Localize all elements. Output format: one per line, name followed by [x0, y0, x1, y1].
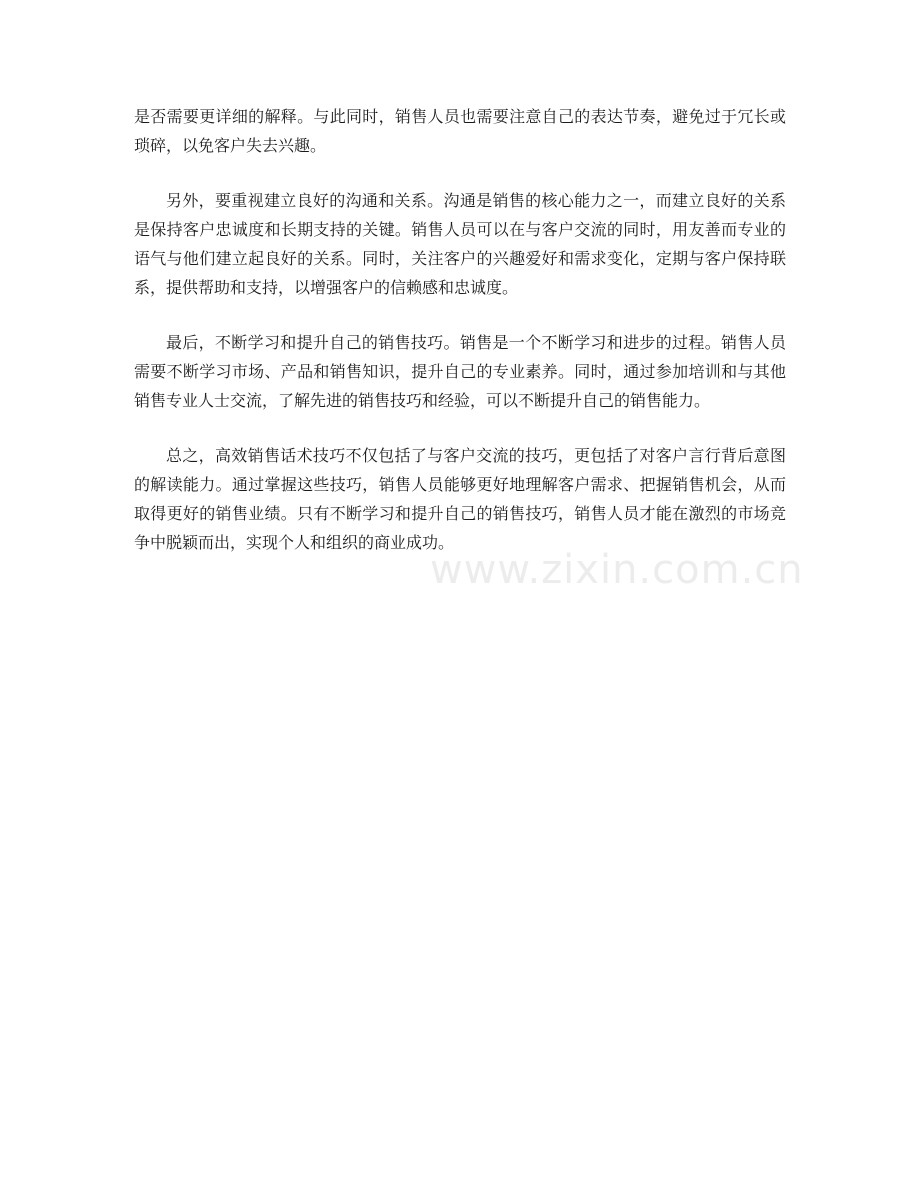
paragraph-communication: 另外，要重视建立良好的沟通和关系。沟通是销售的核心能力之一，而建立良好的关系是保持客户忠诚度和长期支持的关键。销售人员可以在与客户交流的同时，用友善而专业的语气与他们建立起良好的关系。同时，关注客户的兴趣爱好和需求变化，定期与客户保持联系，提供帮助和支持，以增强客户的信赖感和忠诚度。 — [134, 191, 786, 297]
document-body — [134, 102, 786, 583]
watermark: www.zixin.com.cn — [430, 547, 804, 593]
paragraph-conclusion: 总之，高效销售话术技巧不仅包括了与客户交流的技巧，更包括了对客户言行背后意图的解读能力。通过掌握这些技巧，销售人员能够更好地理解客户需求、把握销售机会，从而取得更好的销售业绩。只有不断学习和提升自己的销售技巧，销售人员才能在激烈的市场竞争中脱颖而出，实现个人和组织的商业成功。 — [134, 446, 786, 552]
paragraph-continuation: 是否需要更详细的解释。与此同时，销售人员也需要注意自己的表达节奏，避免过于冗长或琐碎，以免客户失去兴趣。 — [134, 107, 786, 155]
paragraph-learning: 最后，不断学习和提升自己的销售技巧。销售是一个不断学习和进步的过程。销售人员需要不断学习市场、产品和销售知识，提升自己的专业素养。同时，通过参加培训和与其他销售专业人士交流，了解先进的销售技巧和经验，可以不断提升自己的销售能力。 — [134, 333, 786, 410]
